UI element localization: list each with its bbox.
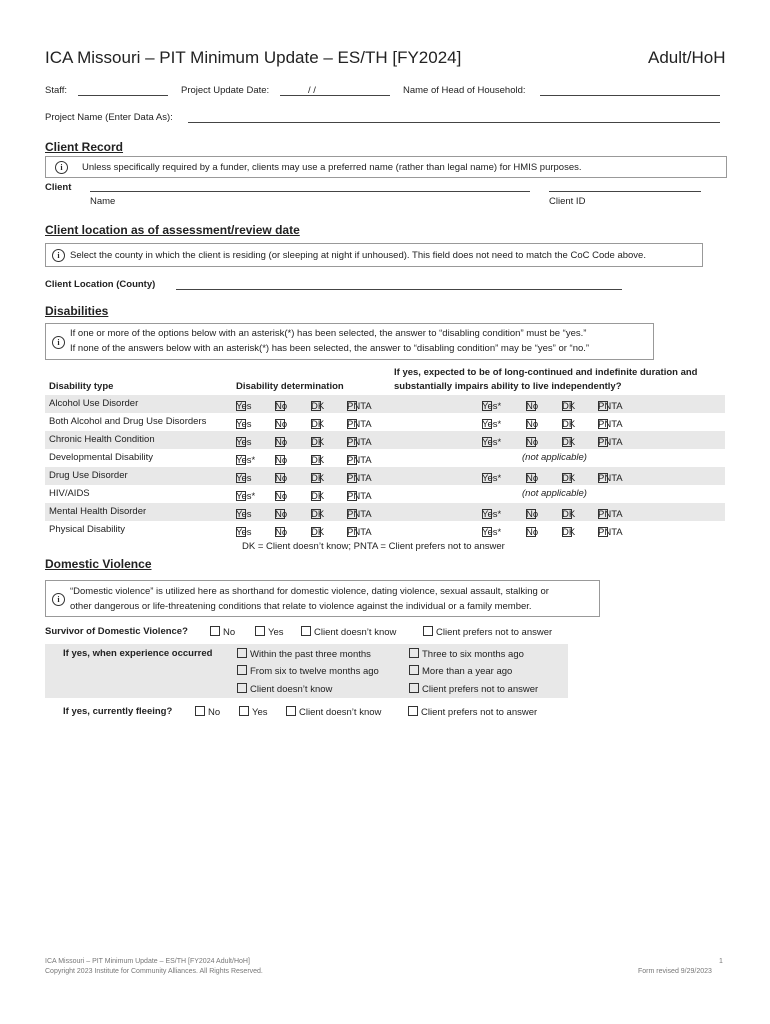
disability-name: Physical Disability xyxy=(49,524,126,535)
disability-row: Developmental Disability Yes* No DK PNTA (not applicable) xyxy=(49,452,587,466)
client-record-heading: Client Record xyxy=(45,140,124,154)
checkbox-icon xyxy=(195,706,205,716)
info-icon: i xyxy=(52,593,65,606)
dv-info xyxy=(45,580,600,617)
fleeing-label: If yes, currently fleeing? xyxy=(63,706,173,717)
client-id-caption: Client ID xyxy=(549,196,586,207)
disability-row: HIV/AIDS Yes* No DK PNTA (not applicable) xyxy=(49,488,587,502)
footer-copyright: Copyright 2023 Institute for Community Alliances. All Rights Reserved. xyxy=(45,968,263,975)
checkbox-icon xyxy=(408,706,418,716)
checkbox-icon xyxy=(409,665,419,675)
date-separators: / / xyxy=(308,85,316,96)
checkbox-icon xyxy=(301,626,311,636)
location-info xyxy=(45,243,703,267)
county-field[interactable] xyxy=(176,289,622,290)
county-label: Client Location (County) xyxy=(45,279,156,290)
disability-name: Chronic Health Condition xyxy=(49,434,155,445)
checkbox-icon xyxy=(286,706,296,716)
survivor-yes[interactable]: Yes xyxy=(255,626,284,638)
when-more-than-year[interactable]: More than a year ago xyxy=(409,665,512,677)
client-record-info-text: Unless specifically required by a funder, clients may use a preferred name (rather than legal name) for HMIS purposes. xyxy=(82,162,582,173)
location-info-text: Select the county in which the client is residing (or sleeping at night if unhoused). This field does not need to match the CoC Code above. xyxy=(70,250,646,261)
not-applicable-note: (not applicable) xyxy=(522,452,587,463)
project-name-label: Project Name (Enter Data As): xyxy=(45,112,173,123)
dv-info-text-2: other dangerous or life-threatening conditions that relate to violence against the individual or a family member. xyxy=(70,601,532,612)
fleeing-yes[interactable]: Yes xyxy=(239,706,268,718)
hoh-field[interactable] xyxy=(540,95,720,96)
disability-row: Mental Health Disorder Yes No DK PNTA Yes* No DK PNTA xyxy=(45,503,725,521)
form-variant: Adult/HoH xyxy=(648,48,726,67)
col-expected-2: substantially impairs ability to live independently? xyxy=(394,381,622,392)
disability-row: Alcohol Use Disorder Yes No DK PNTA Yes* No DK PNTA xyxy=(45,395,725,413)
disability-name: Mental Health Disorder xyxy=(49,506,147,517)
survivor-cdk[interactable]: Client doesn’t know xyxy=(301,626,396,638)
when-within-3-months[interactable]: Within the past three months xyxy=(237,648,371,660)
checkbox-icon xyxy=(409,683,419,693)
update-date-field[interactable] xyxy=(280,95,390,96)
info-icon: i xyxy=(52,249,65,262)
client-id-field[interactable] xyxy=(549,191,701,192)
disabilities-info xyxy=(45,323,654,360)
checkbox-icon xyxy=(237,683,247,693)
disability-row: Drug Use Disorder Yes No DK PNTA Yes* No DK PNTA xyxy=(45,467,725,485)
fleeing-cpna[interactable]: Client prefers not to answer xyxy=(408,706,537,718)
footer-form-name: ICA Missouri – PIT Minimum Update – ES/TH [FY2024 Adult/HoH] xyxy=(45,958,250,965)
hoh-label: Name of Head of Household: xyxy=(403,85,526,96)
name-caption: Name xyxy=(90,196,116,207)
when-label: If yes, when experience occurred xyxy=(63,648,213,659)
disabilities-heading: Disabilities xyxy=(45,304,109,318)
project-name-field[interactable] xyxy=(188,122,720,123)
disability-name: Alcohol Use Disorder xyxy=(49,398,139,409)
checkbox-icon xyxy=(210,626,220,636)
disability-name: Drug Use Disorder xyxy=(49,470,128,481)
col-expected-1: If yes, expected to be of long-continued and indefinite duration and xyxy=(394,367,698,378)
col-determination: Disability determination xyxy=(236,381,344,392)
disability-name: HIV/AIDS xyxy=(49,488,90,499)
fleeing-no[interactable]: No xyxy=(195,706,220,718)
when-cdk[interactable]: Client doesn’t know xyxy=(237,683,332,695)
staff-field[interactable] xyxy=(78,95,168,96)
footer-revised: Form revised 9/29/2023 xyxy=(638,968,712,975)
when-cpna[interactable]: Client prefers not to answer xyxy=(409,683,538,695)
client-record-info xyxy=(45,156,727,178)
disability-row: Both Alcohol and Drug Use Disorders Yes No DK PNTA Yes* No DK PNTA xyxy=(49,416,623,430)
checkbox-icon xyxy=(237,665,247,675)
disability-row: Chronic Health Condition Yes No DK PNTA Yes* No DK PNTA xyxy=(45,431,725,449)
checkbox-icon xyxy=(237,648,247,658)
disabilities-info-text-1: If one or more of the options below with an asterisk(*) has been selected, the answer to “disabling condition” must be “yes.” xyxy=(70,328,587,339)
disabilities-info-text-2: If none of the answers below with an asterisk(*) has been selected, the answer to “disabling condition” may be “yes” or “no.” xyxy=(70,343,590,354)
checkbox-icon xyxy=(423,626,433,636)
dv-heading: Domestic Violence xyxy=(45,557,152,571)
when-3-to-6-months[interactable]: Three to six months ago xyxy=(409,648,524,660)
location-heading: Client location as of assessment/review date xyxy=(45,223,300,237)
checkbox-icon xyxy=(239,706,249,716)
checkbox-icon xyxy=(255,626,265,636)
page-title: ICA Missouri – PIT Minimum Update – ES/TH [FY2024] xyxy=(45,48,462,67)
staff-label: Staff: xyxy=(45,85,68,96)
when-6-to-12-months[interactable]: From six to twelve months ago xyxy=(237,665,379,677)
not-applicable-note: (not applicable) xyxy=(522,488,587,499)
update-date-label: Project Update Date: xyxy=(181,85,270,96)
client-name-field[interactable] xyxy=(90,191,530,192)
survivor-cpna[interactable]: Client prefers not to answer xyxy=(423,626,552,638)
dv-info-text-1: “Domestic violence” is utilized here as shorthand for domestic violence, dating violence, sexual assault, stalking or xyxy=(70,586,549,597)
info-icon: i xyxy=(52,336,65,349)
checkbox-icon xyxy=(409,648,419,658)
info-icon: i xyxy=(55,161,68,174)
disability-name: Both Alcohol and Drug Use Disorders xyxy=(49,416,207,427)
disabilities-legend: DK = Client doesn’t know; PNTA = Client prefers not to answer xyxy=(242,541,505,552)
client-label: Client xyxy=(45,182,72,193)
survivor-no[interactable]: No xyxy=(210,626,235,638)
fleeing-cdk[interactable]: Client doesn’t know xyxy=(286,706,381,718)
footer-page-number: 1 xyxy=(719,958,723,965)
disability-row: Physical Disability Yes No DK PNTA Yes* No DK PNTA xyxy=(49,524,623,538)
col-disability-type: Disability type xyxy=(49,381,114,392)
disability-name: Developmental Disability xyxy=(49,452,154,463)
survivor-label: Survivor of Domestic Violence? xyxy=(45,626,188,637)
